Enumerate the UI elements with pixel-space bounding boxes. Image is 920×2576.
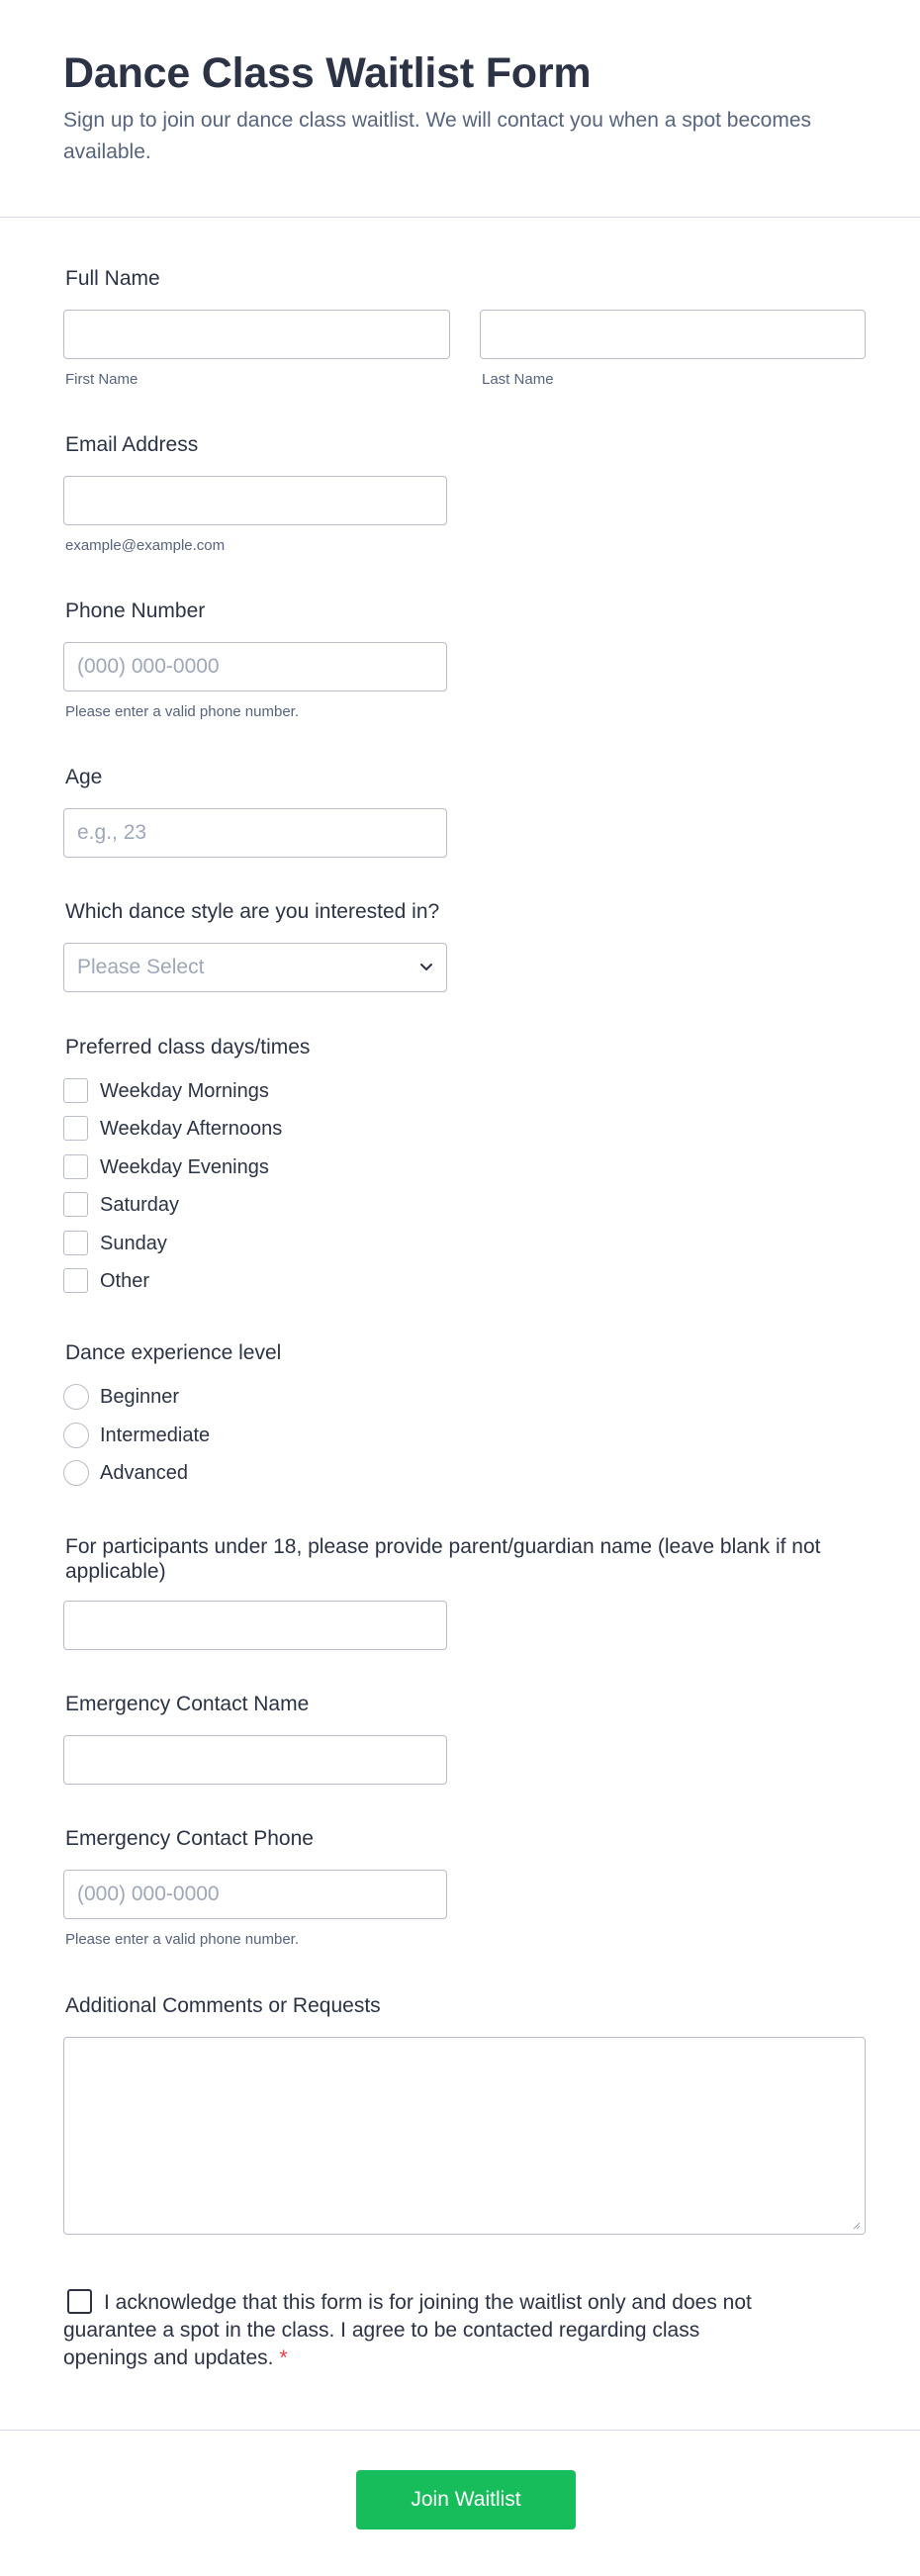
checkbox-saturday[interactable]	[63, 1192, 88, 1217]
guardian-name-input[interactable]	[63, 1601, 447, 1650]
acknowledgement-checkbox[interactable]	[67, 2289, 92, 2314]
class-times-label: Preferred class days/times	[65, 1036, 311, 1058]
emergency-name-label: Emergency Contact Name	[65, 1693, 310, 1715]
radio-intermediate[interactable]	[63, 1423, 89, 1448]
radio-advanced[interactable]	[63, 1460, 89, 1486]
checkbox-other[interactable]	[63, 1268, 88, 1293]
last-name-input[interactable]	[480, 310, 866, 359]
phone-label: Phone Number	[65, 599, 206, 622]
first-name-sublabel: First Name	[65, 371, 138, 388]
form-header	[0, 0, 920, 218]
dance-style-selected: Please Select	[77, 956, 205, 978]
emergency-phone-label: Emergency Contact Phone	[65, 1827, 314, 1850]
email-input[interactable]	[63, 476, 447, 525]
option-label: Other	[100, 1270, 150, 1292]
resize-grip-icon[interactable]	[851, 2220, 861, 2230]
chevron-down-icon	[418, 959, 434, 974]
option-label: Beginner	[100, 1386, 180, 1408]
last-name-sublabel: Last Name	[482, 371, 554, 388]
dance-style-label: Which dance style are you interested in?	[65, 900, 440, 923]
guardian-label: For participants under 18, please provide parent/guardian name (leave blank if not applicable)	[65, 1535, 821, 1583]
first-name-input[interactable]	[63, 310, 450, 359]
comments-label: Additional Comments or Requests	[65, 1994, 381, 2017]
option-label: Weekday Evenings	[100, 1156, 269, 1178]
checkbox-weekday-afternoons[interactable]	[63, 1116, 88, 1141]
age-input[interactable]	[63, 808, 447, 858]
option-label: Sunday	[100, 1233, 167, 1254]
dance-style-select[interactable]	[63, 943, 447, 992]
option-label: Advanced	[100, 1462, 188, 1484]
emergency-phone-input[interactable]	[63, 1870, 447, 1919]
acknowledgement	[63, 2289, 785, 2372]
emergency-name-input[interactable]	[63, 1735, 447, 1785]
join-waitlist-button[interactable]: Join Waitlist	[356, 2470, 576, 2530]
form-footer	[0, 2430, 920, 2576]
form-title: Dance Class Waitlist Form	[63, 49, 592, 97]
checkbox-weekday-mornings[interactable]	[63, 1078, 88, 1103]
email-sublabel: example@example.com	[65, 537, 226, 554]
acknowledgement-text: I acknowledge that this form is for joining the waitlist only and does not guarantee a spot in the class. I agree to be contacted regarding class openings and updates.	[63, 2291, 752, 2369]
required-asterisk: *	[279, 2346, 288, 2369]
email-label: Email Address	[65, 433, 199, 456]
emergency-phone-sublabel: Please enter a valid phone number.	[65, 1931, 299, 1948]
option-label: Intermediate	[100, 1425, 211, 1446]
phone-sublabel: Please enter a valid phone number.	[65, 703, 299, 720]
checkbox-weekday-evenings[interactable]	[63, 1154, 88, 1179]
comments-textarea[interactable]	[63, 2037, 866, 2235]
option-label: Saturday	[100, 1194, 180, 1216]
option-label: Weekday Mornings	[100, 1080, 269, 1102]
phone-input[interactable]	[63, 642, 447, 691]
radio-beginner[interactable]	[63, 1384, 89, 1410]
age-label: Age	[65, 766, 103, 788]
option-label: Weekday Afternoons	[100, 1118, 283, 1140]
experience-label: Dance experience level	[65, 1341, 282, 1364]
full-name-label: Full Name	[65, 267, 160, 290]
form-subtitle: Sign up to join our dance class waitlist. We will contact you when a spot becomes available.	[63, 109, 811, 163]
checkbox-sunday[interactable]	[63, 1231, 88, 1255]
